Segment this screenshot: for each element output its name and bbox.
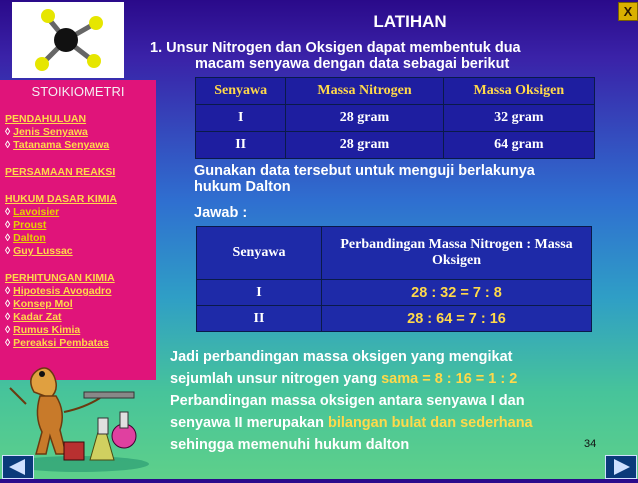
table-header: Perbandingan Massa Nitrogen : Massa Oksigen — [322, 227, 592, 280]
table-header-row — [197, 227, 592, 280]
sidebar-section-hukum-dasar[interactable]: HUKUM DASAR KIMIA — [5, 193, 117, 205]
table-cell: II — [197, 306, 322, 332]
task-line-2: hukum Dalton — [194, 179, 291, 195]
table-row — [197, 306, 592, 332]
table-header: Massa Oksigen — [443, 78, 594, 105]
sidebar-section-perhitungan-kimia[interactable]: PERHITUNGAN KIMIA — [5, 272, 115, 284]
sidebar-item-kadar-zat[interactable]: ◊ Kadar Zat — [5, 311, 62, 323]
table-header-row — [196, 78, 595, 105]
ratio-table — [196, 226, 592, 332]
page-title: LATIHAN — [373, 12, 447, 31]
sidebar-item-dalton[interactable]: ◊ Dalton — [5, 232, 46, 244]
table-cell: 28 gram — [286, 132, 443, 159]
sidebar-item-rumus-kimia[interactable]: ◊ Rumus Kimia — [5, 324, 81, 336]
sidebar-item-lavoisier[interactable]: ◊ Lavoisier — [5, 206, 60, 218]
table-cell: 28 : 32 = 7 : 8 — [322, 280, 592, 306]
conclusion-line-4: senyawa II merupakan bilangan bulat dan sederhana — [170, 415, 533, 431]
question-line-1: 1. Unsur Nitrogen dan Oksigen dapat membentuk dua — [150, 40, 521, 56]
prev-arrow-icon — [3, 456, 33, 478]
table-header: Senyawa — [196, 78, 286, 105]
data-table — [195, 77, 595, 159]
sidebar-section-pendahuluan[interactable]: PENDAHULUAN — [5, 113, 87, 125]
molecule-logo — [8, 2, 128, 80]
highlight-text: bilangan bulat dan sederhana — [327, 415, 533, 431]
next-slide-button[interactable] — [605, 455, 637, 479]
next-arrow-icon — [606, 456, 636, 478]
table-cell: II — [196, 132, 286, 159]
page-number: 34 — [584, 438, 597, 450]
table-row — [196, 132, 595, 159]
answer-label: Jawab : — [194, 205, 248, 221]
table-cell: 28 gram — [286, 105, 443, 132]
sidebar-title: STOIKIOMETRI — [31, 84, 125, 99]
question-line-2: macam senyawa dengan data sebagai berikut — [195, 56, 510, 72]
conclusion-line-2: sejumlah unsur nitrogen yang sama = 8 : 16 = 1 : 2 — [170, 371, 518, 387]
sidebar-item-pereaksi-pembatas[interactable]: ◊ Pereaksi Pembatas — [5, 337, 109, 349]
table-cell: I — [197, 280, 322, 306]
task-line-1: Gunakan data tersebut untuk menguji berlakunya — [194, 163, 535, 179]
sidebar-item-jenis-senyawa[interactable]: ◊ Jenis Senyawa — [5, 126, 88, 138]
sidebar-item-hipotesis-avogadro[interactable]: ◊ Hipotesis Avogadro — [5, 285, 112, 297]
sidebar-item-konsep-mol[interactable]: ◊ Konsep Mol — [5, 298, 73, 310]
sidebar-item-tatanama-senyawa[interactable]: ◊ Tatanama Senyawa — [5, 139, 110, 151]
close-button[interactable]: X — [618, 2, 638, 21]
conclusion-line-1: Jadi perbandingan massa oksigen yang mengikat — [170, 349, 513, 365]
sidebar-item-proust[interactable]: ◊ Proust — [5, 219, 47, 231]
conclusion-line-3: Perbandingan massa oksigen antara senyawa I dan — [170, 393, 525, 409]
sidebar — [0, 80, 156, 380]
table-cell: I — [196, 105, 286, 132]
table-row — [197, 280, 592, 306]
table-cell: 64 gram — [443, 132, 594, 159]
table-cell: 32 gram — [443, 105, 594, 132]
sidebar-section-persamaan-reaksi[interactable]: PERSAMAAN REAKSI — [5, 166, 116, 178]
prev-slide-button[interactable] — [2, 455, 34, 479]
table-cell: 28 : 64 = 7 : 16 — [322, 306, 592, 332]
table-header: Senyawa — [197, 227, 322, 280]
conclusion-line-5: sehingga memenuhi hukum dalton — [170, 437, 410, 453]
table-row — [196, 105, 595, 132]
sidebar-item-guy-lussac[interactable]: ◊ Guy Lussac — [5, 245, 73, 257]
table-header: Massa Nitrogen — [286, 78, 443, 105]
highlight-text: sama = 8 : 16 = 1 : 2 — [381, 371, 518, 387]
